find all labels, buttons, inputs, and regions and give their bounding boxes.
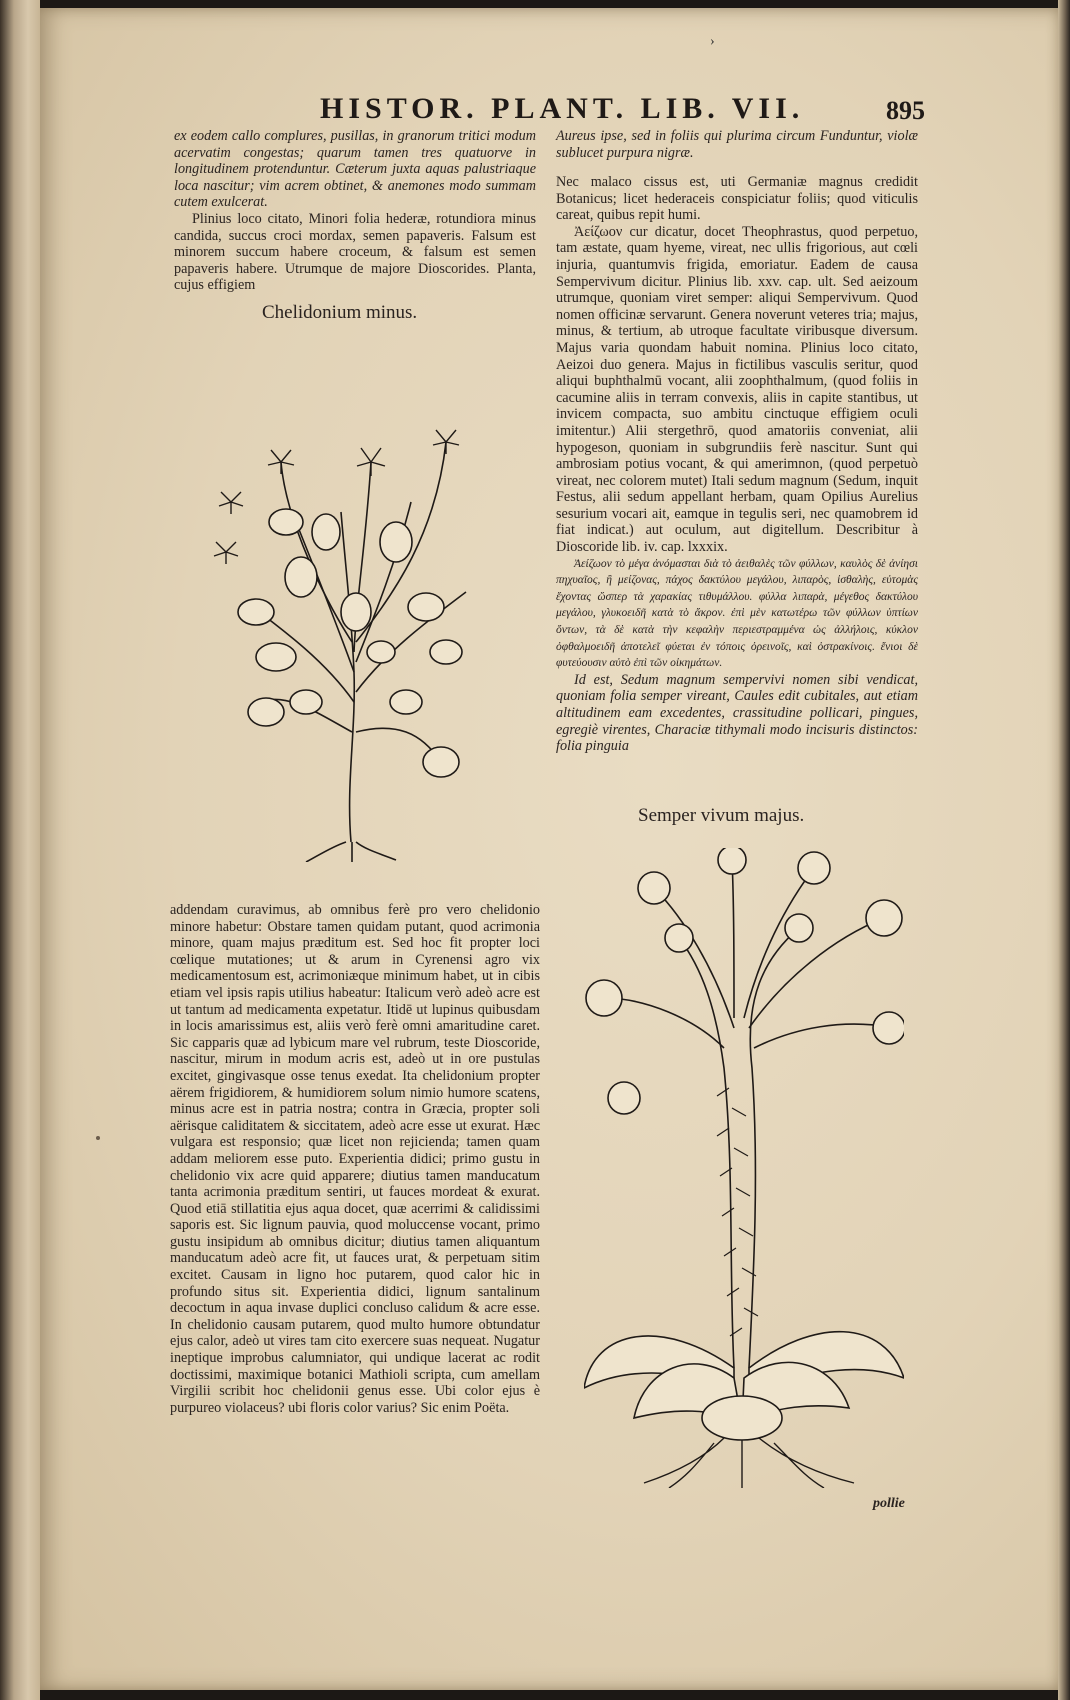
chelidonium-minus-woodcut-illustration [206,402,496,862]
text-paragraph: Id est, Sedum magnum sempervivi nomen sibi vendicat, quoniam folia semper vireant, Caules edit cubitales, aut etiam altitudinem eam excedentes, crassitudine pollicari, pingues, egregiè virentes, Characiæ tithymali modo incisuris distinctos: folia pinguia [556,671,918,755]
left-binding-edge [0,0,40,1700]
right-page-edge [1058,0,1070,1700]
catchword: pollie [873,1496,905,1511]
semper-vivum-majus-woodcut-illustration [584,848,904,1488]
page-number: 895 [886,96,925,125]
right-column-text [556,174,918,755]
text-paragraph: Plinius loco citato, Minori folia hederæ, rotundiora minus candida, succus croci mordax, semen papaveris. Falsum est minorem succum habere croceum, & falsum est semen papaveris habere. Utrumque de majore Dioscorides. Planta, cujus effigiem [174,210,536,294]
greek-quotation: Ἀείζωον τὸ μέγα ἀνόμασται διὰ τὸ ἀειθαλὲς τῶν φύλλων, καυλὸς δὲ ἀνίησι πηχυαῖος, ἢ μείζονας, πάχος δακτύλου μεγάλου, λιπαρὸς, ἰσθαλὴς, εὐτομὰς ἔχοντας ὥσπερ τὰ χαρακίας τιθυμάλλου. φύλλα λιπαρὰ, μέγεθος δακτύλου μεγάλου, γλυκοειδῆ κατὰ τὸ ἄκρον. ἐπὶ μὲν κατωτέρω τῶν φύλλων ὑπτίων ὄντων, τὰ δὲ κατὰ τὴν κεφαλὴν περιεστραμμένα ὡς ἀλλήλοις, κύκλον ὀφθαλμοειδῆ ἀποτελεῖ φύεται ἐν τόποις ὀρεινοῖς, καὶ ὀστρακίνοις. ἔνιοι δὲ φυτεύουσιν αὐτὸ ἐπὶ τῶν οἰκημάτων. [556,557,918,670]
left-column-bottom-text [170,902,540,1416]
left-column-top-text [174,128,536,294]
caption-chelidonium-minus: Chelidonium minus. [262,302,418,323]
caption-semper-vivum-majus: Semper vivum majus. [638,805,805,826]
text-paragraph: Nec malaco cissus est, uti Germaniæ magnus credidit Botanicus; licet hederaceis conspiciatur foliis; quod viticulis careat, quibus repit humi. [556,174,918,224]
text-paragraph: ex eodem callo complures, pusillas, in granorum tritici modum acervatim congestas; quarum tamen tres quatuorve in longitudinem protenduntur. Cæterum juxta aquas palustriaque loca nascitur; vim acrem obtinet, & anemones modo summam cutem exulcerat. [174,128,536,211]
page-mark: › [710,34,715,49]
verse-quotation: Aureus ipse, sed in foliis qui plurima circum Funduntur, violæ sublucet purpura nigræ. [556,128,918,161]
ink-speck [96,1136,100,1140]
text-paragraph: addendam curavimus, ab omnibus ferè pro vero chelidonio minore habetur: Obstare tamen quidam putant, quod acrimonia minore, quam majus præditum est. Sed hoc fit propter loci cœlique mutationes; ut & arum in Cyrenensi agro vix medicamentosum est, acrimoniæque minimum habet, ut in cibis etiam vel ipsis rapis utilius habeatur: Italicum verò adeò acre est ut tantum ad medicamenta expetatur. Itidē ut lupinus quibusdam in locis amarissimus est, aliis verò ferè omni amaritudine caret. Sic capparis quæ ad lybicum mare vel rubrum, teste Dioscoride, nascitur, mirum in modum acris est, adeò ut in ore pustulas excitet, gingivasque osse tenus exedat. Ita chelidonium propter aërem frigidiorem, & humidiorem solum nimio humore scatens, minus acre est in patria nostra; contra in Græcia, propter soli aërisque caliditatem & siccitatem, adeò acre esse ut exurat. Hæc vulgara est responsio; quæ licet non rejicienda; tamen quam addam meliorem esse puto. Experientia didici; primo gustu in chelidonio vix acre quid apparere; diutius tamen manducatum tanta acrimonia præditum sentiri, ut fauces mordeat & exurat. Quod etiā stillatitia ejus aqua docet, quæ acerrimi & calidissimi saporis est. Sic lignum pauvia, quod moluccense vocant, primo gustu insipidum ab omnibus dicitur; diutius tamen aliquantum manducatum adeò acre fit, ut fauces urat, & perpetuam sitim excitet. Causam in ligno hoc putarem, quod calor hic in profundo situs sit. Experientia didici, lignum santalinum decoctum in aqua invase duplici concluso calidum & acre esse. In chelidonio causam putarem, quod multo humore obtundatur ejus calor, adeò ut vires tam cito exercere suas nequeat. Nugatur ineptique improbus calumniator, qui undique lacerat ac rodit doctissimi, maximique botanici Mathioli scripta, cum amellam Virgilii scribit hoc chelidonii genus esse. Ubi color ejus è purpureo violaceus? ubi floris color varius? Sic enim Poëta. [170,902,540,1416]
running-title: HISTOR. PLANT. LIB. VII. [320,92,805,125]
text-paragraph: Ἀείζωον cur dicatur, docet Theophrastus, quod perpetuo, tam æstate, quam hyeme, vireat, nec ullis frigorious, aut cœli injuria, quantumvis frigida, emoriatur. Eadem de causa Sempervivum dicitur. Plinius lib. xxv. cap. ult. Sed aeizoum utrumque, quoniam viret semper: aliqui Sempervivum. Quod nomen officinæ servarunt. Genera noverunt veteres tria; majus, minus, & tertium, ab utroque facultate viribusque diversum. Majus varia quondam habuit nomina. Plinius loco citato, Aeizoi duo genera. Majus in fictilibus vasculis seritur, quod aliqui buphthalmū vocant, alii zoophthalmum, (quod foliis in cacumine aliis in terram convexis, aliis in capite stantibus, ut invicem compacta, suo ambitu cinctuque effigiem oculi imitentur.) Alii stergethrō, quod amatoriis conveniat, alii hypogeson, quoniam in subgrundiis ferè nascitur. Sunt qui ambrosiam potius vocant, & qui amerimnon, (quod perpetuò vireat, nec colorem mutet) Itali sedum magnum (Sedum, inquit Festus, alii sedum appellant herbam, quam Opilius Aurelius sesurium vocari ait, eamque in tegulis seri, nec quamobrem id fiat indicat.) aut oculum, aut digitellum. Describitur à Dioscoride lib. iv. cap. lxxxix. [556,223,918,556]
